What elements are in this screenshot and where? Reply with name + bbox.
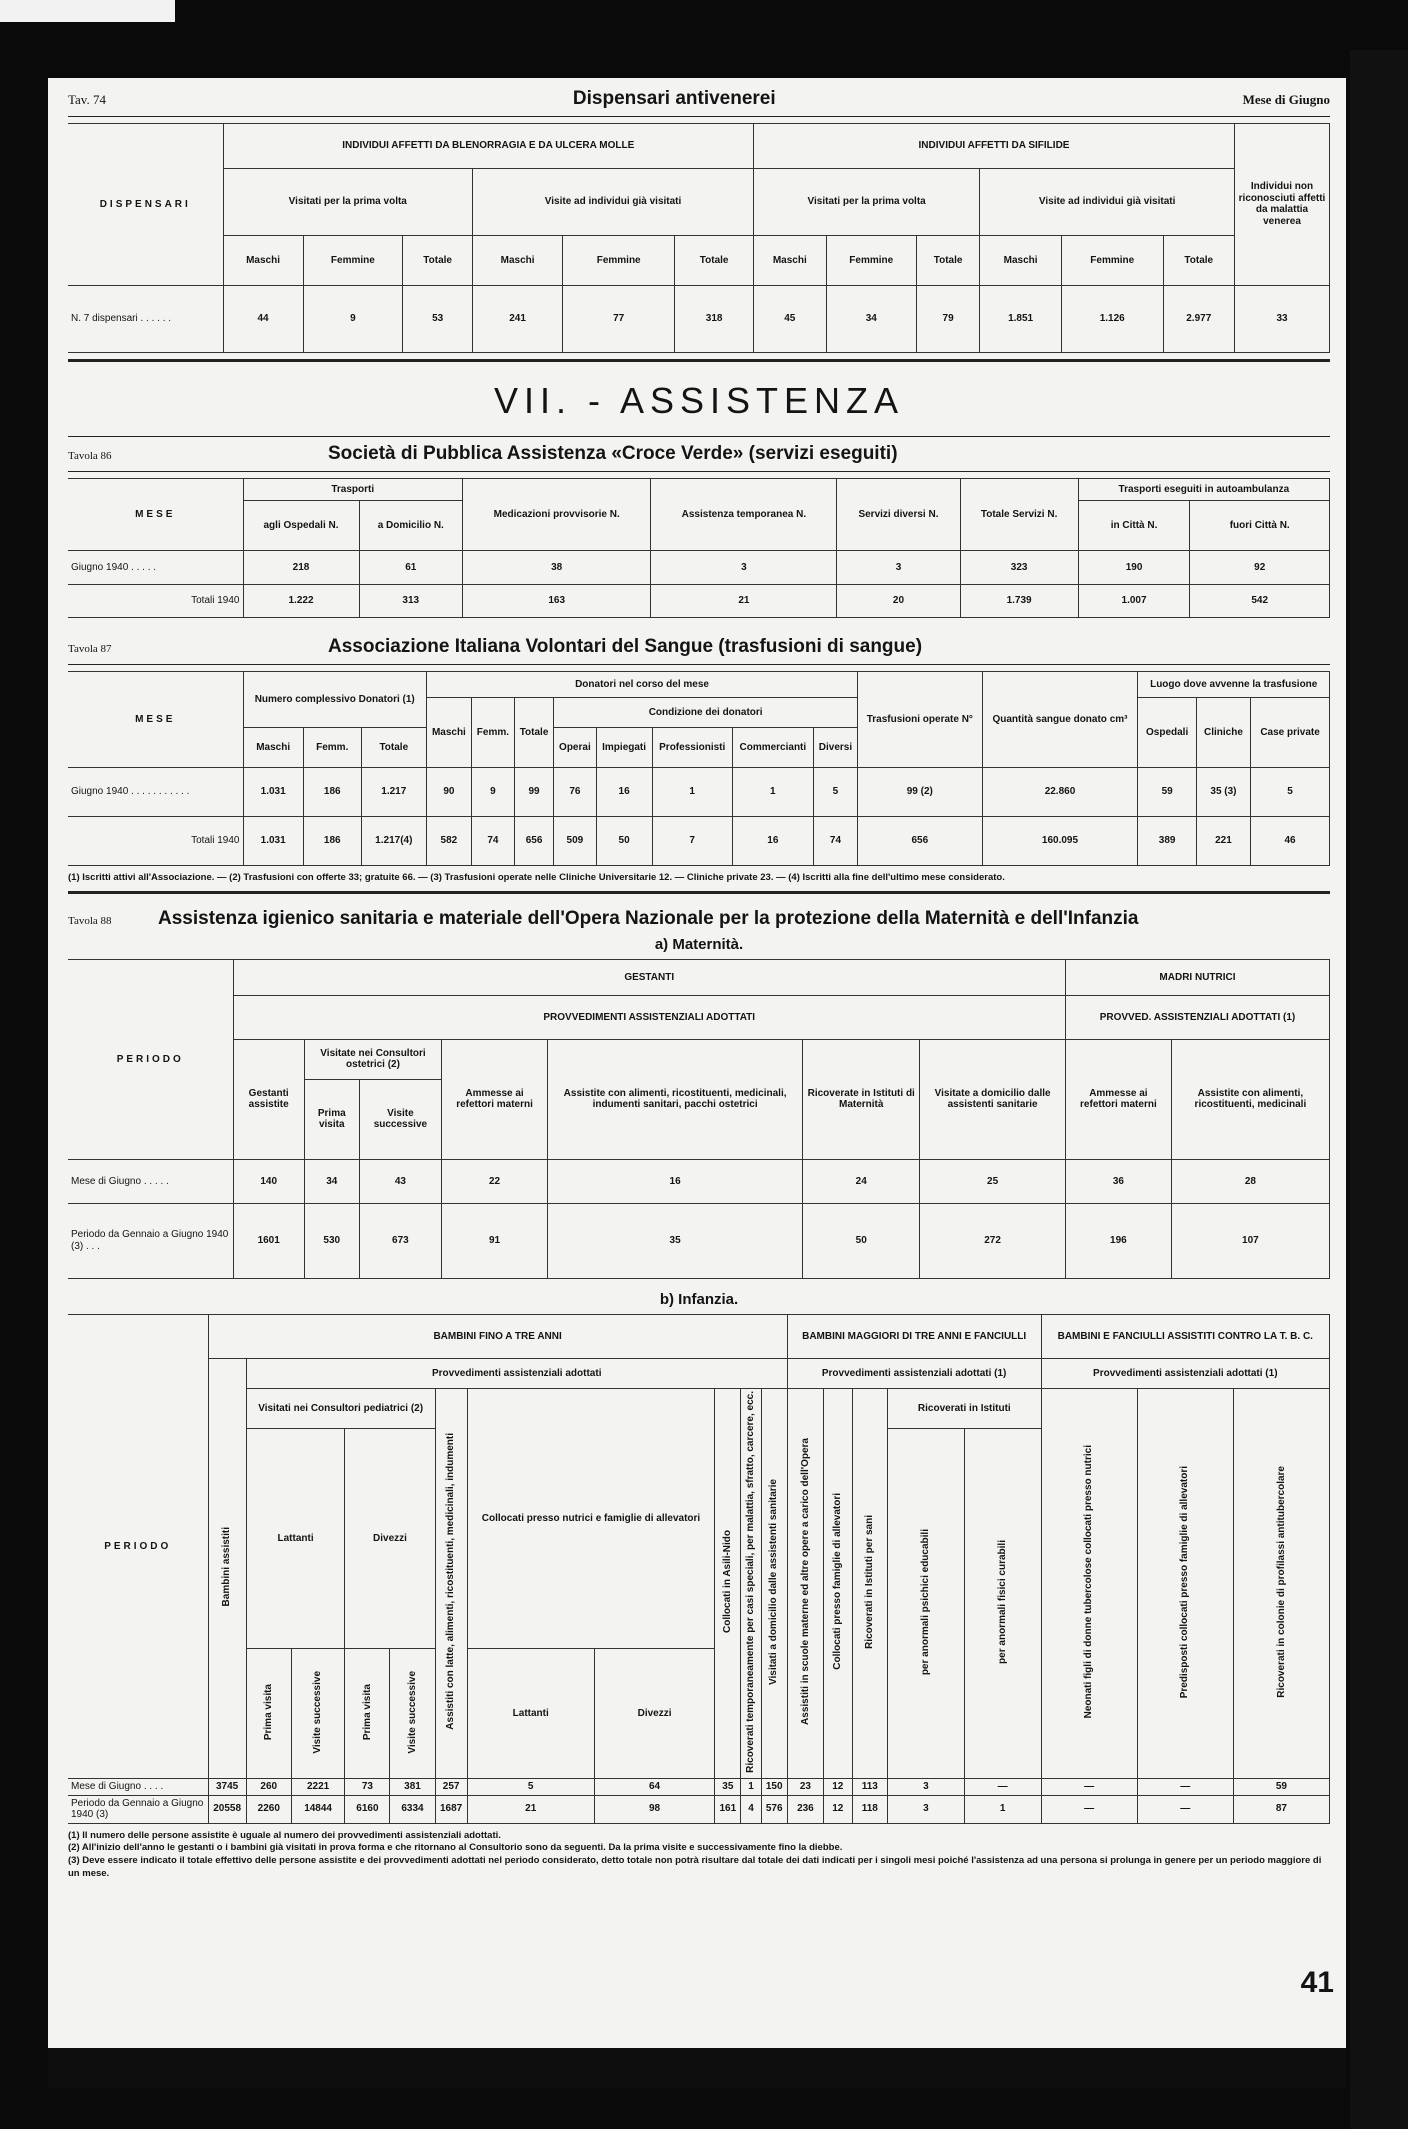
h-femmine: Femmine — [303, 235, 403, 285]
cell: 92 — [1190, 551, 1330, 585]
cell: 98 — [594, 1795, 715, 1823]
cell: 673 — [359, 1203, 441, 1278]
cell: 38 — [463, 551, 651, 585]
cell: 218 — [243, 551, 359, 585]
table-88-header — [68, 908, 1330, 930]
h-totale: Totale — [1163, 235, 1234, 285]
table-87-footnote: (1) Iscritti attivi all'Associazione. — (2) Trasfusioni con offerte 33; gratuite 66. — (3) Trasfusioni operate nelle Cliniche Universitarie 12. — Cliniche private 23. — (4) Iscritti alla fine dell'ultimo mese considerato. — [68, 872, 1005, 883]
row-label: Mese di Giugno . . . . — [68, 1779, 208, 1796]
table-87-title: Associazione Italiana Volontari del Sangue (trasfusioni di sangue) — [328, 636, 923, 657]
col-assistite-madri: Assistite con alimenti, ricostituenti, medicinali — [1171, 1039, 1329, 1159]
scan-corner — [0, 0, 175, 22]
col-divezzi: Divezzi — [345, 1428, 435, 1648]
label-bambini-assistiti: Bambini assistiti — [221, 1527, 233, 1607]
cell: 16 — [547, 1159, 802, 1203]
col-numero-donatori: Numero complessivo Donatori (1) — [243, 672, 426, 728]
v-col — [246, 1649, 291, 1779]
row-label: Totali 1940 — [68, 817, 243, 866]
table-row — [68, 1779, 1330, 1796]
h-maschi: Maschi — [223, 235, 303, 285]
sub-gia: Visite ad individui già visitati — [473, 168, 754, 235]
h-ospedali: Ospedali — [1138, 698, 1196, 768]
table-87-tav: Tavola 87 — [68, 643, 112, 655]
cell: — — [1041, 1795, 1137, 1823]
cell: 50 — [596, 817, 652, 866]
cell: 1.031 — [243, 768, 303, 817]
cell: 20558 — [208, 1795, 246, 1823]
cell: 542 — [1190, 584, 1330, 618]
table-74-tav: Tav. 74 — [68, 92, 106, 107]
col-medicazioni: Medicazioni provvisorie N. — [463, 479, 651, 551]
col-bambini-maggiori: BAMBINI MAGGIORI DI TRE ANNI E FANCIULLI — [787, 1314, 1041, 1358]
h-totale: Totale — [675, 235, 754, 285]
cell: 16 — [732, 817, 813, 866]
h-totale: Totale — [916, 235, 979, 285]
divider — [68, 436, 1330, 437]
h-totale: Totale — [361, 728, 426, 768]
cell: 35 — [715, 1779, 741, 1796]
table-74-right: Mese di Giugno — [1242, 92, 1330, 107]
cell: 33 — [1235, 285, 1330, 352]
cell: 1.222 — [243, 584, 359, 618]
col-provvedimenti: PROVVEDIMENTI ASSISTENZIALI ADOTTATI — [233, 995, 1065, 1039]
sub-gia-2: Visite ad individui già visitati — [980, 168, 1235, 235]
row-label: N. 7 dispensari . . . . . . — [68, 285, 223, 352]
col-provv-madri: PROVVED. ASSISTENZIALI ADOTTATI (1) — [1065, 995, 1329, 1039]
cell: 260 — [246, 1779, 291, 1796]
col-dispensari: DISPENSARI — [68, 124, 223, 286]
col-provv-b: Provvedimenti assistenziali adottati — [246, 1358, 787, 1388]
h-femmine: Femmine — [1061, 235, 1163, 285]
cell: 4 — [741, 1795, 761, 1823]
cell: 22.860 — [982, 768, 1138, 817]
cell: 2260 — [246, 1795, 291, 1823]
cell: 6334 — [390, 1795, 435, 1823]
cell: 79 — [916, 285, 979, 352]
col-ammesse-madri: Ammesse ai refettori materni — [1065, 1039, 1171, 1159]
row-label: Periodo da Gennaio a Giugno 1940 (3) — [68, 1795, 208, 1823]
v-label: Prima visita — [361, 1683, 373, 1740]
cell: 241 — [473, 285, 563, 352]
cell: 150 — [761, 1779, 787, 1796]
cell: 74 — [813, 817, 857, 866]
cell: 9 — [303, 285, 403, 352]
col-assistenza: Assistenza temporanea N. — [651, 479, 837, 551]
cell: 34 — [304, 1159, 359, 1203]
col-collocati: Collocati presso nutrici e famiglie di allevatori — [467, 1388, 715, 1648]
cell: 160.095 — [982, 817, 1138, 866]
cell: 59 — [1138, 768, 1196, 817]
h-maschi: Maschi — [473, 235, 563, 285]
h-impiegati: Impiegati — [596, 728, 652, 768]
cell: 3 — [888, 1795, 965, 1823]
v-col — [787, 1388, 823, 1778]
v-label: Prima visita — [263, 1683, 275, 1740]
h-operai: Operai — [554, 728, 596, 768]
h-femmine: Femmine — [563, 235, 675, 285]
sub-prima-2: Visitati per la prima volta — [754, 168, 980, 235]
h-commercianti: Commercianti — [732, 728, 813, 768]
cell: 91 — [442, 1203, 548, 1278]
scan-top-border — [0, 0, 1408, 50]
col-bambini-assistiti — [208, 1358, 246, 1778]
col-lattanti-2: Lattanti — [467, 1649, 594, 1779]
table-74-header — [68, 88, 1330, 110]
col-ospedali: agli Ospedali N. — [243, 501, 359, 551]
footnote: (1) Il numero delle persone assistite è uguale al numero dei provvedimenti assistenziali adottati. — [68, 1829, 501, 1841]
h-maschi: Maschi — [426, 698, 471, 768]
table-74-section — [68, 88, 1330, 353]
cell: 118 — [852, 1795, 888, 1823]
footnote: (3) Deve essere indicato il totale effettivo delle persone assistite e dei provvedimenti adottati nel periodo considerato, detto totale non potrà risultare dal totale dei dati indicati per i singoli mesi poiché l'assistenza ad una persona si prolunga in genere per un periodo maggiore di un mese. — [68, 1855, 1322, 1880]
cell: 190 — [1078, 551, 1190, 585]
v-col — [964, 1428, 1041, 1778]
col-citta: in Città N. — [1078, 501, 1190, 551]
v-label: Collocati in Asili-Nido — [722, 1530, 734, 1634]
cell: 1.851 — [980, 285, 1062, 352]
cell: 90 — [426, 768, 471, 817]
v-label: Collocati presso famiglie di allevatori — [832, 1493, 844, 1671]
cell: 2.977 — [1163, 285, 1234, 352]
col-mese: MESE — [68, 672, 243, 768]
v-label: Neonati figli di donne tubercolose collocati presso nutrici — [1083, 1445, 1095, 1719]
table-74 — [68, 123, 1330, 353]
cell: 35 (3) — [1196, 768, 1250, 817]
cell: 163 — [463, 584, 651, 618]
v-label: Visite successive — [406, 1670, 418, 1754]
v-col — [852, 1388, 888, 1778]
v-label: Ricoverati in colonie di profilassi antitubercolare — [1275, 1465, 1287, 1698]
cell: 323 — [960, 551, 1078, 585]
cell: 12 — [824, 1779, 852, 1796]
cell: 313 — [359, 584, 462, 618]
h-maschi: Maschi — [243, 728, 303, 768]
h-femmine: Femmine — [826, 235, 916, 285]
col-divezzi-2: Divezzi — [594, 1649, 715, 1779]
cell: 3745 — [208, 1779, 246, 1796]
cell: 7 — [652, 817, 732, 866]
table-86-tav: Tavola 86 — [68, 450, 112, 462]
cell: 24 — [803, 1159, 920, 1203]
col-lattanti: Lattanti — [246, 1428, 345, 1648]
cell: 43 — [359, 1159, 441, 1203]
cell: 656 — [514, 817, 553, 866]
col-condizione: Condizione dei donatori — [554, 698, 858, 728]
table-row — [68, 584, 1330, 618]
cell: 99 (2) — [858, 768, 982, 817]
v-label: Visitati a domicilio dalle assistenti sanitarie — [768, 1478, 780, 1685]
table-74-title: Dispensari antivenerei — [572, 88, 776, 109]
cell: 3 — [651, 551, 837, 585]
col-servizi: Servizi diversi N. — [837, 479, 960, 551]
cell: 1 — [652, 768, 732, 817]
group-sifilide: INDIVIDUI AFFETTI DA SIFILIDE — [754, 124, 1235, 169]
cell: — — [1137, 1795, 1233, 1823]
cell: 99 — [514, 768, 553, 817]
col-periodo: PERIODO — [68, 959, 233, 1159]
divider — [68, 664, 1330, 665]
cell: 34 — [826, 285, 916, 352]
cell: 509 — [554, 817, 596, 866]
cell: 20 — [837, 584, 960, 618]
v-col — [1137, 1388, 1233, 1778]
v-col — [1233, 1388, 1329, 1778]
v-col — [291, 1649, 345, 1779]
v-col — [435, 1388, 467, 1778]
cell: 576 — [761, 1795, 787, 1823]
cell: 6160 — [345, 1795, 390, 1823]
cell: 50 — [803, 1203, 920, 1278]
cell: 272 — [920, 1203, 1066, 1278]
section-title: VII. - ASSISTENZA — [493, 380, 905, 421]
row-label: Totali 1940 — [68, 584, 243, 618]
cell: 318 — [675, 285, 754, 352]
cell: 25 — [920, 1159, 1066, 1203]
cell: 21 — [467, 1795, 594, 1823]
cell: 196 — [1065, 1203, 1171, 1278]
cell: 113 — [852, 1779, 888, 1796]
table-88-tav: Tavola 88 — [68, 914, 112, 927]
v-col — [761, 1388, 787, 1778]
cell: 5 — [813, 768, 857, 817]
divider — [68, 116, 1330, 117]
col-autoambulanza: Trasporti eseguiti in autoambulanza — [1078, 479, 1329, 501]
cell: 656 — [858, 817, 982, 866]
cell: 1 — [964, 1795, 1041, 1823]
table-88a — [68, 959, 1330, 1279]
table-86-title: Società di Pubblica Assistenza «Croce Verde» (servizi eseguiti) — [328, 443, 898, 464]
cell: 186 — [303, 817, 361, 866]
col-prima-visita: Prima visita — [304, 1079, 359, 1159]
h-femm: Femm. — [471, 698, 514, 768]
col-provv-tbc: Provvedimenti assistenziali adottati (1) — [1041, 1358, 1329, 1388]
divider — [68, 471, 1330, 472]
h-diversi: Diversi — [813, 728, 857, 768]
col-fuori: fuori Città N. — [1190, 501, 1330, 551]
col-trasfusioni: Trasfusioni operate N° — [858, 672, 982, 768]
footnote: (2) All'inizio dell'anno le gestanti o i bambini già visitati in prova forma e che ritornano al Consultorio sono da seguenti. Da la prima visite e successivamente fino la diebbe. — [68, 1842, 843, 1854]
v-col — [715, 1388, 741, 1778]
table-86-header — [68, 443, 1330, 465]
col-provv-maggiori: Provvedimenti assistenziali adottati (1) — [787, 1358, 1041, 1388]
col-vis-pediatrici: Visitati nei Consultori pediatrici (2) — [246, 1388, 435, 1428]
cell: 64 — [594, 1779, 715, 1796]
col-periodo: PERIODO — [68, 1314, 208, 1778]
v-label: Predisposti collocati presso famiglie di allevatori — [1179, 1465, 1191, 1698]
cell: — — [964, 1779, 1041, 1796]
cell: 1 — [741, 1779, 761, 1796]
cell: 9 — [471, 768, 514, 817]
col-bambini-tre-anni: BAMBINI FINO A TRE ANNI — [208, 1314, 787, 1358]
cell: 1.217 — [361, 768, 426, 817]
v-col — [390, 1649, 435, 1779]
cell: 1.739 — [960, 584, 1078, 618]
cell: 107 — [1171, 1203, 1329, 1278]
divider — [68, 891, 1330, 894]
cell: 16 — [596, 768, 652, 817]
group-blenorragia: INDIVIDUI AFFETTI DA BLENORRAGIA E DA ULCERA MOLLE — [223, 124, 754, 169]
divider — [68, 359, 1330, 362]
table-87-header — [68, 636, 1330, 658]
sub-prima: Visitati per la prima volta — [223, 168, 473, 235]
cell: 257 — [435, 1779, 467, 1796]
subtitle-maternita: a) Maternità. — [654, 935, 744, 953]
page-number: 41 — [1300, 1966, 1334, 1999]
table-88-title: Assistenza igienico sanitaria e materiale dell'Opera Nazionale per la protezione della Maternità e dell'Infanzia — [158, 907, 1139, 929]
cell: 35 — [547, 1203, 802, 1278]
cell: 530 — [304, 1203, 359, 1278]
col-ricoverati-istituti: Ricoverati in Istituti — [888, 1388, 1041, 1428]
cell: 221 — [1196, 817, 1250, 866]
cell: 1601 — [233, 1203, 304, 1278]
cell: 1 — [732, 768, 813, 817]
v-label: Visite successive — [312, 1670, 324, 1754]
cell: 21 — [651, 584, 837, 618]
cell: 28 — [1171, 1159, 1329, 1203]
col-madri: MADRI NUTRICI — [1065, 959, 1329, 995]
col-domicilio: Visitate a domicilio dalle assistenti sanitarie — [920, 1039, 1066, 1159]
cell: 44 — [223, 285, 303, 352]
col-quantita: Quantità sangue donato cm³ — [982, 672, 1138, 768]
cell: 59 — [1233, 1779, 1329, 1796]
cell: 14844 — [291, 1795, 345, 1823]
v-col — [824, 1388, 852, 1778]
col-trasporti: Trasporti — [243, 479, 463, 501]
cell: 23 — [787, 1779, 823, 1796]
cell: 381 — [390, 1779, 435, 1796]
cell: — — [1137, 1779, 1233, 1796]
v-col — [741, 1388, 761, 1778]
col-assistite: Assistite con alimenti, ricostituenti, medicinali, indumenti sanitari, pacchi ostetrici — [547, 1039, 802, 1159]
cell: 582 — [426, 817, 471, 866]
row-label: Giugno 1940 . . . . . . . . . . . — [68, 768, 243, 817]
v-label: Ricoverati in Istituti per sani — [864, 1514, 876, 1649]
table-row — [68, 768, 1330, 817]
col-donatori-mese: Donatori nel corso del mese — [426, 672, 857, 698]
col-gestanti: GESTANTI — [233, 959, 1065, 995]
cell: 3 — [837, 551, 960, 585]
table-87 — [68, 671, 1330, 866]
cell: 73 — [345, 1779, 390, 1796]
table-row — [68, 817, 1330, 866]
table-row — [68, 551, 1330, 585]
row-label: Periodo da Gennaio a Giugno 1940 (3) . . . — [68, 1203, 233, 1278]
cell: 3 — [888, 1779, 965, 1796]
cell: 389 — [1138, 817, 1196, 866]
cell: 236 — [787, 1795, 823, 1823]
h-case: Case private — [1251, 698, 1330, 768]
h-maschi: Maschi — [980, 235, 1062, 285]
cell: 46 — [1251, 817, 1330, 866]
cell: 1.217(4) — [361, 817, 426, 866]
v-label: Assistiti con latte, alimenti, ricostituenti, medicinali, indumenti — [445, 1433, 457, 1731]
cell: 1.007 — [1078, 584, 1190, 618]
scan-bottom-border — [48, 2048, 1346, 2088]
table-88-footnotes — [68, 1830, 1330, 1881]
subtitle-infanzia: b) Infanzia. — [659, 1290, 739, 1308]
v-col — [345, 1649, 390, 1779]
h-totale: Totale — [514, 698, 553, 768]
h-maschi: Maschi — [754, 235, 827, 285]
v-label: per anormali psichici educabili — [920, 1528, 932, 1675]
col-mese: MESE — [68, 479, 243, 551]
cell: 1.031 — [243, 817, 303, 866]
col-visite-successive: Visite successive — [359, 1079, 441, 1159]
v-col — [888, 1428, 965, 1778]
scan-right-border — [1350, 50, 1408, 2129]
table-row — [68, 1203, 1330, 1278]
cell: 45 — [754, 285, 827, 352]
h-professionisti: Professionisti — [652, 728, 732, 768]
row-label: Giugno 1940 . . . . . — [68, 551, 243, 585]
cell: — — [1041, 1779, 1137, 1796]
cell: 140 — [233, 1159, 304, 1203]
col-totale: Totale Servizi N. — [960, 479, 1078, 551]
table-86 — [68, 478, 1330, 618]
table-row — [68, 285, 1330, 352]
col-ammesse: Ammesse ai refettori materni — [442, 1039, 548, 1159]
cell: 61 — [359, 551, 462, 585]
col-luogo: Luogo dove avvenne la trasfusione — [1138, 672, 1330, 698]
cell: 5 — [1251, 768, 1330, 817]
document-page — [48, 78, 1346, 2088]
v-label: Ricoverati temporaneamente per casi speciali, per malattia, sfratto, carcere, ecc. — [745, 1390, 757, 1773]
col-gestanti-assistite: Gestanti assistite — [233, 1039, 304, 1159]
col-visitate-consultori: Visitate nei Consultori ostetrici (2) — [304, 1039, 441, 1079]
cell: 87 — [1233, 1795, 1329, 1823]
cell: 12 — [824, 1795, 852, 1823]
cell: 1687 — [435, 1795, 467, 1823]
cell: 186 — [303, 768, 361, 817]
cell: 74 — [471, 817, 514, 866]
cell: 5 — [467, 1779, 594, 1796]
cell: 1.126 — [1061, 285, 1163, 352]
table-row — [68, 1159, 1330, 1203]
col-domicilio: a Domicilio N. — [359, 501, 462, 551]
v-label: per anormali fisici curabili — [996, 1539, 1008, 1664]
col-non-affetti: Individui non riconosciuti affetti da malattia venerea — [1235, 124, 1330, 286]
h-cliniche: Cliniche — [1196, 698, 1250, 768]
row-label: Mese di Giugno . . . . . — [68, 1159, 233, 1203]
col-ricoverate: Ricoverate in Istituti di Maternità — [803, 1039, 920, 1159]
table-88b — [68, 1314, 1330, 1824]
cell: 22 — [442, 1159, 548, 1203]
h-femm: Femm. — [303, 728, 361, 768]
cell: 161 — [715, 1795, 741, 1823]
v-col — [1041, 1388, 1137, 1778]
cell: 2221 — [291, 1779, 345, 1796]
cell: 77 — [563, 285, 675, 352]
h-totale: Totale — [403, 235, 473, 285]
cell: 53 — [403, 285, 473, 352]
v-label: Assistiti in scuole materne ed altre opere a carico dell'Opera — [799, 1438, 811, 1726]
col-bambini-tbc: BAMBINI E FANCIULLI ASSISTITI CONTRO LA T. B. C. — [1041, 1314, 1329, 1358]
cell: 36 — [1065, 1159, 1171, 1203]
cell: 76 — [554, 768, 596, 817]
table-row — [68, 1795, 1330, 1823]
